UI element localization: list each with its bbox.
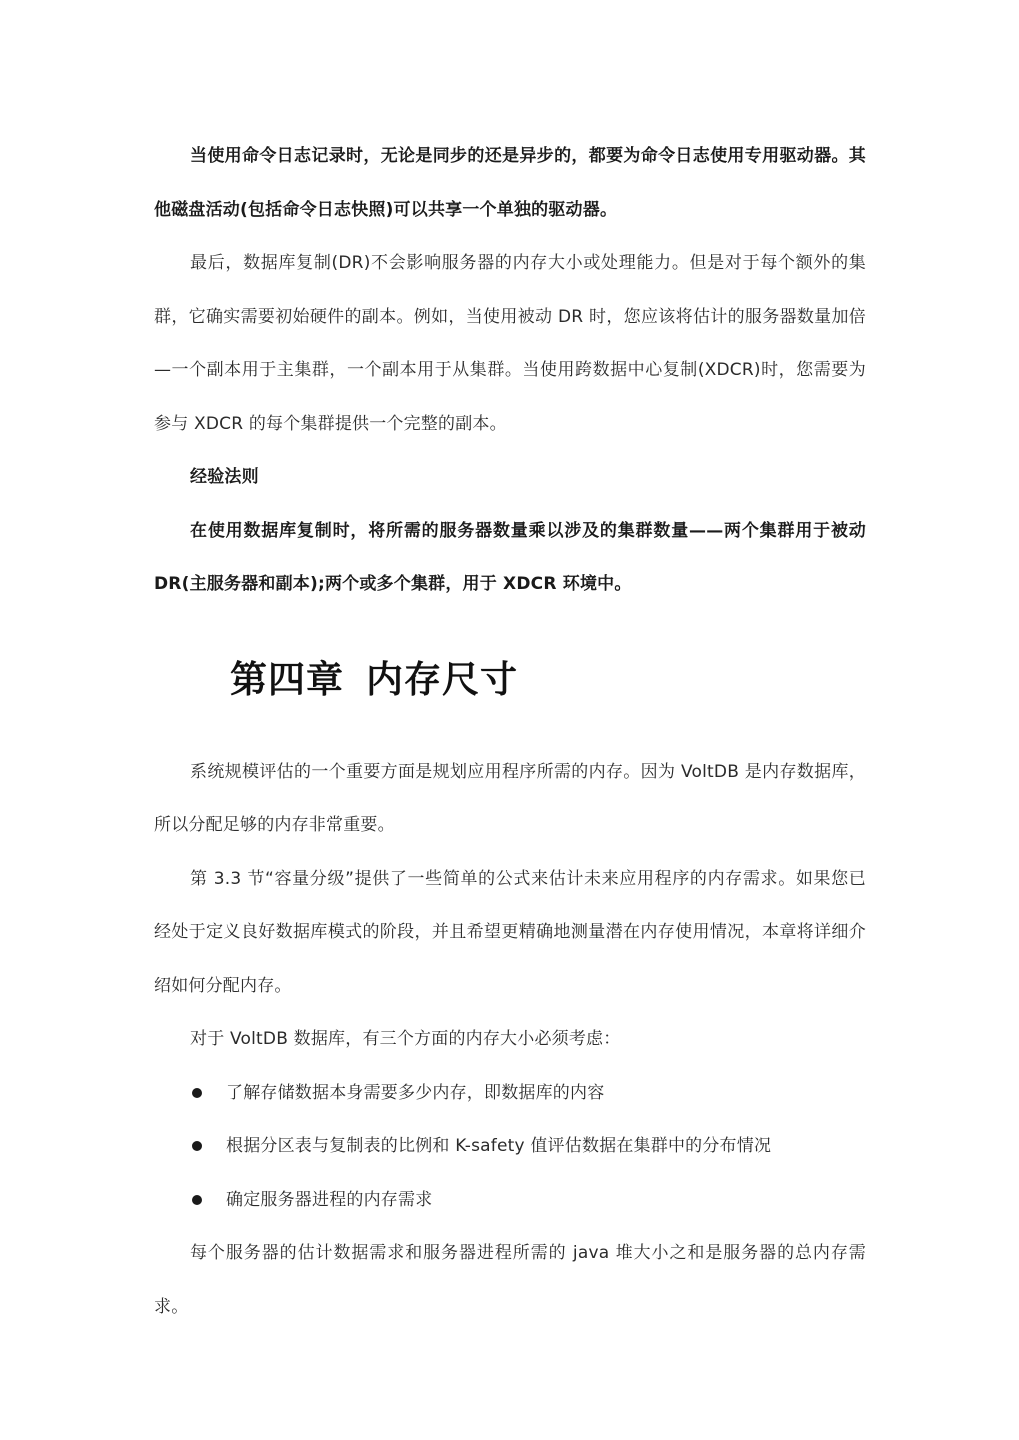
bullet-icon [192, 1141, 202, 1151]
three-aspects-paragraph: 对于 VoltDB 数据库，有三个方面的内存大小必须考虑： [190, 1029, 621, 1049]
rule-of-thumb-title: 经验法则 [190, 467, 259, 487]
list-item [154, 1067, 866, 1121]
list-item-text: 了解存储数据本身需要多少内存，即数据库的内容 [226, 1082, 605, 1103]
memory-aspects-list [154, 1067, 866, 1228]
list-item-text: 确定服务器进程的内存需求 [226, 1189, 433, 1210]
capacity-section-paragraph: 第 3.3 节“容量分级”提供了一些简单的公式来估计未来应用程序的内存需求。如果您已经处于定义良好数据库模式的阶段，并且希望更精确地测量潜在内存使用情况，本章将详细介绍如何分配内存。 [154, 868, 866, 996]
bullet-icon [192, 1088, 202, 1098]
total-memory-paragraph: 每个服务器的估计数据需求和服务器进程所需的 java 堆大小之和是服务器的总内存需求。 [154, 1243, 866, 1317]
rule-of-thumb-text: 在使用数据库复制时，将所需的服务器数量乘以涉及的集群数量——两个集群用于被动DR(主服务器和副本);两个或多个集群，用于 XDCR 环境中。 [154, 520, 866, 594]
chapter-number: 第四章 [230, 657, 344, 701]
list-item [154, 1120, 866, 1174]
document-content [154, 130, 866, 1334]
command-log-paragraph: 当使用命令日志记录时，无论是同步的还是异步的，都要为命令日志使用专用驱动器。其他磁盘活动(包括命令日志快照)可以共享一个单独的驱动器。 [154, 146, 866, 220]
memory-intro-paragraph: 系统规模评估的一个重要方面是规划应用程序所需的内存。因为 VoltDB 是内存数据库，所以分配足够的内存非常重要。 [154, 761, 866, 835]
bullet-icon [192, 1195, 202, 1205]
chapter-heading [230, 650, 866, 710]
list-item-text: 根据分区表与复制表的比例和 K-safety 值评估数据在集群中的分布情况 [226, 1136, 772, 1156]
dr-paragraph: 最后，数据库复制(DR)不会影响服务器的内存大小或处理能力。但是对于每个额外的集群，它确实需要初始硬件的副本。例如，当使用被动 DR 时，您应该将估计的服务器数量加倍—一个副本用于主集群，一个副本用于从集群。当使用跨数据中心复制(XDCR)时，您需要为参与 XDCR 的每个集群提供一个完整的副本。 [154, 253, 866, 434]
list-item [154, 1174, 866, 1228]
chapter-title: 内存尺寸 [366, 657, 518, 701]
